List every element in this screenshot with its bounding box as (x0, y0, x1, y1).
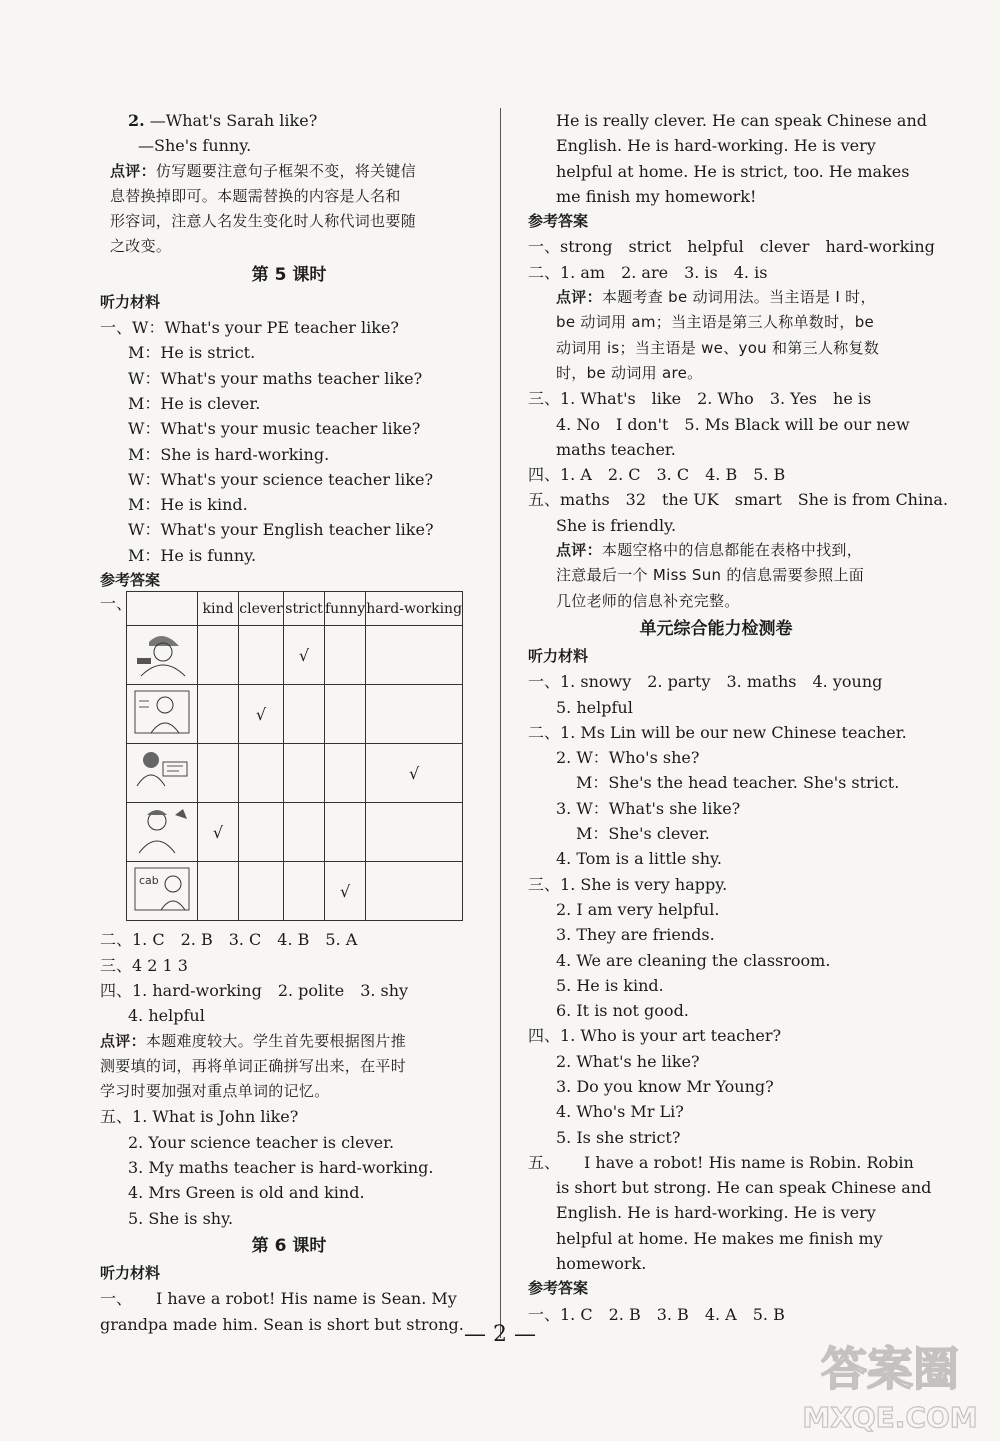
check-cell (239, 744, 284, 803)
table-row (127, 803, 463, 862)
note-r2: 点评：本题空格中的信息都能在表格中找到， 注意最后一个 Miss Sun 的信息需要参照上面 几位老师的信息补充完整。 (556, 541, 865, 610)
listening-label: 听力材料 (100, 292, 161, 311)
answer-r4: 四、1. A 2. C 3. C 4. B 5. B (528, 465, 786, 485)
answer-r5a: 五、maths 32 the UK smart She is from China. (528, 490, 949, 510)
check-cell (198, 626, 239, 685)
table-header-cell (127, 592, 198, 626)
table-header-cell: funny (325, 592, 366, 626)
check-cell (284, 862, 325, 921)
check-cell (239, 862, 284, 921)
note-r1: 点评：本题考查 be 动词用法。当主语是 I 时， be 动词用 am；当主语是第三人称单数时，be 动词用 is；当主语是 we、you 和第三人称复数 时，be 动词用 are。 (556, 288, 880, 382)
check-cell (198, 744, 239, 803)
unit-section-2: 二、1. Ms Lin will be our new Chinese teacher. 2. W：Who's she? M：She's the head teacher. She's strict. 3. W：What's she like? M：She's clever. 4. Tom is a little shy. (528, 722, 907, 869)
answer-4a: 四、1. hard-working 2. polite 3. shy (100, 980, 409, 1000)
answers-label-right: 参考答案 (528, 212, 589, 231)
listening-script: 一、W：What's your PE teacher like? M：He is strict. W：What's your maths teacher like? M：He is clever. W：What's your music teacher like? M：She is hard-working. W：What's your science teacher like? M：He is kind. W：What's your English teacher like? M：He is funny. (100, 318, 434, 565)
check-cell (366, 626, 463, 685)
table-header-cell: clever (239, 592, 284, 626)
story6-line-2: grandpa made him. Sean is short but strong. (100, 1314, 464, 1334)
watermark-url: MXQE.COM (802, 1401, 978, 1434)
final-answer: 一、1. C 2. B 3. B 4. A 5. B (528, 1304, 785, 1324)
check-cell (325, 685, 366, 744)
teacher-picture (127, 685, 198, 744)
unit-answer-1a: 一、1. snowy 2. party 3. maths 4. young (528, 672, 883, 692)
check-cell (198, 685, 239, 744)
check-cell (284, 803, 325, 862)
watermark-text: 答案圈 (821, 1342, 959, 1396)
table-number: 一、 (100, 594, 133, 614)
listening6-label: 听力材料 (100, 1263, 161, 1282)
answers-label: 参考答案 (100, 571, 161, 590)
teacher-picture (127, 862, 198, 921)
check-cell (239, 626, 284, 685)
check-cell (284, 744, 325, 803)
lesson5-title: 第 5 课时 (251, 264, 327, 285)
answer-r1: 一、strong strict helpful clever hard-working (528, 237, 935, 257)
intro-note: 点评：仿写题要注意句子框架不变，将关键信 息替换掉即可。本题需替换的内容是人名和 形容词，注意人名发生变化时人称代词也要随 之改变。 (110, 161, 417, 256)
answer-r3b: 4. No I don't 5. Ms Black will be our new (556, 414, 910, 434)
check-cell (366, 685, 463, 744)
unit-section-3: 三、1. She is very happy. 2. I am very helpful. 3. They are friends. 4. We are cleaning the classroom. 5. He is kind. 6. It is not good. (528, 874, 831, 1021)
answer-r3a: 三、1. What's like 2. Who 3. Yes he is (528, 389, 872, 409)
intro-line-2: —She's funny. (138, 136, 252, 156)
check-cell (239, 803, 284, 862)
check-cell (325, 626, 366, 685)
answer-4b: 4. helpful (128, 1006, 205, 1026)
teacher-picture (127, 744, 198, 803)
check-cell (366, 803, 463, 862)
table-header-cell: kind (198, 592, 239, 626)
unit-answer-1b: 5. helpful (556, 697, 633, 717)
teacher-table-wrap (100, 591, 478, 927)
answer-r3c: maths teacher. (556, 439, 676, 459)
table-header-row (127, 592, 463, 626)
note-2: 点评：本题难度较大。学生首先要根据图片推 测要填的词，再将单词正确拼写出来，在平时 学习时要加强对重点单词的记忆。 (100, 1031, 407, 1101)
check-cell: √ (198, 803, 239, 862)
lesson6-title: 第 6 课时 (251, 1235, 327, 1256)
story6-line-1: 一、 I have a robot! His name is Sean. My (100, 1289, 457, 1309)
check-cell: √ (239, 685, 284, 744)
unit-test-title: 单元综合能力检测卷 (639, 618, 793, 639)
unit-section-4: 四、1. Who is your art teacher? 2. What's he like? 3. Do you know Mr Young? 4. Who's Mr Li? 5. Is she strict? (528, 1026, 782, 1147)
check-cell: √ (366, 744, 463, 803)
check-cell (284, 685, 325, 744)
story-continued: He is really clever. He can speak Chinese and English. He is hard-working. He is very helpful at home. He is strict, too. He makes me finish my homework! (556, 111, 927, 206)
table-header-cell: strict (284, 592, 325, 626)
answer-5: 五、1. What is John like? 2. Your science teacher is clever. 3. My maths teacher is hard-working. 4. Mrs Green is old and kind. 5. She is shy. (100, 1107, 434, 1228)
left-column (100, 108, 478, 1337)
answer-3: 三、4 2 1 3 (100, 955, 188, 975)
answer-r5b: She is friendly. (556, 515, 677, 535)
svg-text:cab: cab (139, 874, 159, 888)
teacher-picture (127, 803, 198, 862)
table-row (127, 862, 463, 921)
right-column (528, 108, 949, 1327)
table-row (127, 685, 463, 744)
check-cell: √ (284, 626, 325, 685)
teacher-picture (127, 626, 198, 685)
table-header-cell: hard-working (366, 592, 463, 626)
answer-2: 二、1. C 2. B 3. C 4. B 5. A (100, 930, 358, 950)
watermark-logo (790, 1325, 990, 1437)
unit-section-5: 五、 I have a robot! His name is Robin. Robin is short but strong. He can speak Chinese and English. He is hard-working. He is very helpful at home. He makes me finish my homework. (528, 1152, 932, 1274)
table-row (127, 744, 463, 803)
intro-line-1: 2. —What's Sarah like? (128, 111, 318, 130)
check-cell: √ (325, 862, 366, 921)
column-divider (500, 108, 501, 1338)
answer-r2: 二、1. am 2. are 3. is 4. is (528, 262, 768, 282)
listening-label-right: 听力材料 (528, 646, 589, 665)
table-row (127, 626, 463, 685)
check-cell (325, 744, 366, 803)
check-cell (325, 803, 366, 862)
teacher-table (126, 591, 463, 921)
check-cell (366, 862, 463, 921)
answers2-label: 参考答案 (528, 1279, 589, 1298)
page-number: — 2 — (464, 1322, 536, 1347)
check-cell (198, 862, 239, 921)
